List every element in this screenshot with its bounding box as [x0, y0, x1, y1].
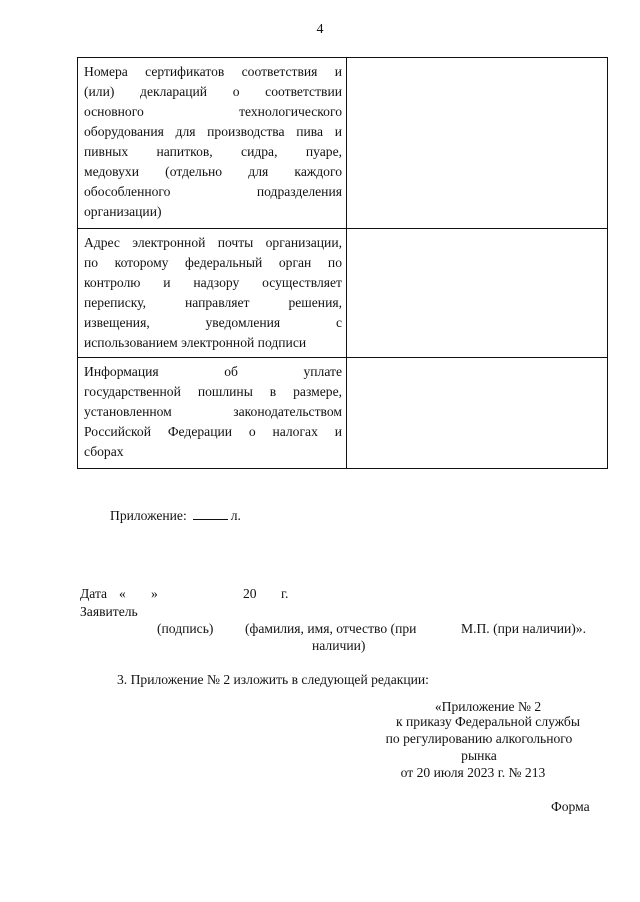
cell-line: организации) — [84, 204, 162, 219]
date-label: Дата — [80, 586, 108, 601]
cell-line: Адрес электронной почты организации, — [84, 235, 342, 250]
appendix-header-line: к приказу Федеральной службы — [396, 714, 580, 729]
cell-line: извещения, уведомления с — [84, 315, 342, 330]
label-cell-email — [78, 229, 347, 358]
appendix-header-line: от 20 июля 2023 г. № 213 — [400, 765, 546, 780]
page-number: 4 — [316, 22, 324, 37]
form-label: Форма — [551, 799, 590, 814]
cell-line: медовухи (отдельно для каждого — [84, 164, 342, 179]
full-name-caption-cont: наличии) — [312, 638, 366, 653]
cell-line: Информация об уплате — [84, 364, 342, 379]
table-row-state-fee — [78, 358, 608, 469]
cell-line: (или) деклараций о соответствии — [84, 84, 342, 99]
cell-line: Номера сертификатов соответствия и — [84, 64, 342, 79]
table-row-email — [78, 229, 608, 358]
cell-line: основного технологического — [84, 104, 342, 119]
attachment-label: Приложение: — [110, 508, 187, 523]
appendix-header-line: по регулированию алкогольного — [385, 731, 573, 746]
cell-line: переписку, направляет решения, — [84, 295, 342, 310]
cell-line: пивных напитков, сидра, пуаре, — [84, 144, 342, 159]
cell-line: использованием электронной подписи — [84, 335, 307, 350]
signature-caption: (подпись) — [157, 621, 214, 636]
cell-line: государственной пошлины в размере, — [84, 384, 342, 399]
attachment-line — [110, 506, 241, 525]
value-cell-email[interactable] — [347, 229, 608, 358]
cell-line: контролю и надзору осуществляет — [84, 275, 342, 290]
label-cell-certificates — [78, 58, 347, 229]
attachment-unit: л. — [230, 508, 241, 523]
cell-line: установленном законодательством — [84, 404, 342, 419]
value-cell-state-fee[interactable] — [347, 358, 608, 469]
attachment-pages-blank[interactable] — [193, 506, 228, 520]
item-3-text: 3. Приложение № 2 изложить в следующей редакции: — [117, 672, 429, 687]
appendix-header-line: рынка — [461, 748, 497, 763]
cell-line: оборудования для производства пива и — [84, 124, 342, 139]
cell-line: обособленного подразделения — [84, 184, 342, 199]
application-details-table — [77, 57, 608, 469]
cell-line: Российской Федерации о налогах и — [84, 424, 342, 439]
full-name-caption: (фамилия, имя, отчество (при — [245, 621, 417, 636]
value-cell-certificates[interactable] — [347, 58, 608, 229]
appendix-header-line: «Приложение № 2 — [434, 699, 542, 714]
cell-line: сборах — [84, 444, 124, 459]
cell-line: по которому федеральный орган по — [84, 255, 342, 270]
date-year-suffix: г. — [281, 586, 289, 601]
date-open-quote: « — [119, 586, 126, 601]
date-year: 20 — [243, 586, 257, 601]
stamp-caption: М.П. (при наличии)». — [461, 621, 586, 636]
date-close-quote: » — [151, 586, 158, 601]
applicant-label: Заявитель — [80, 604, 138, 619]
label-cell-state-fee — [78, 358, 347, 469]
table-row-certificates — [78, 58, 608, 229]
